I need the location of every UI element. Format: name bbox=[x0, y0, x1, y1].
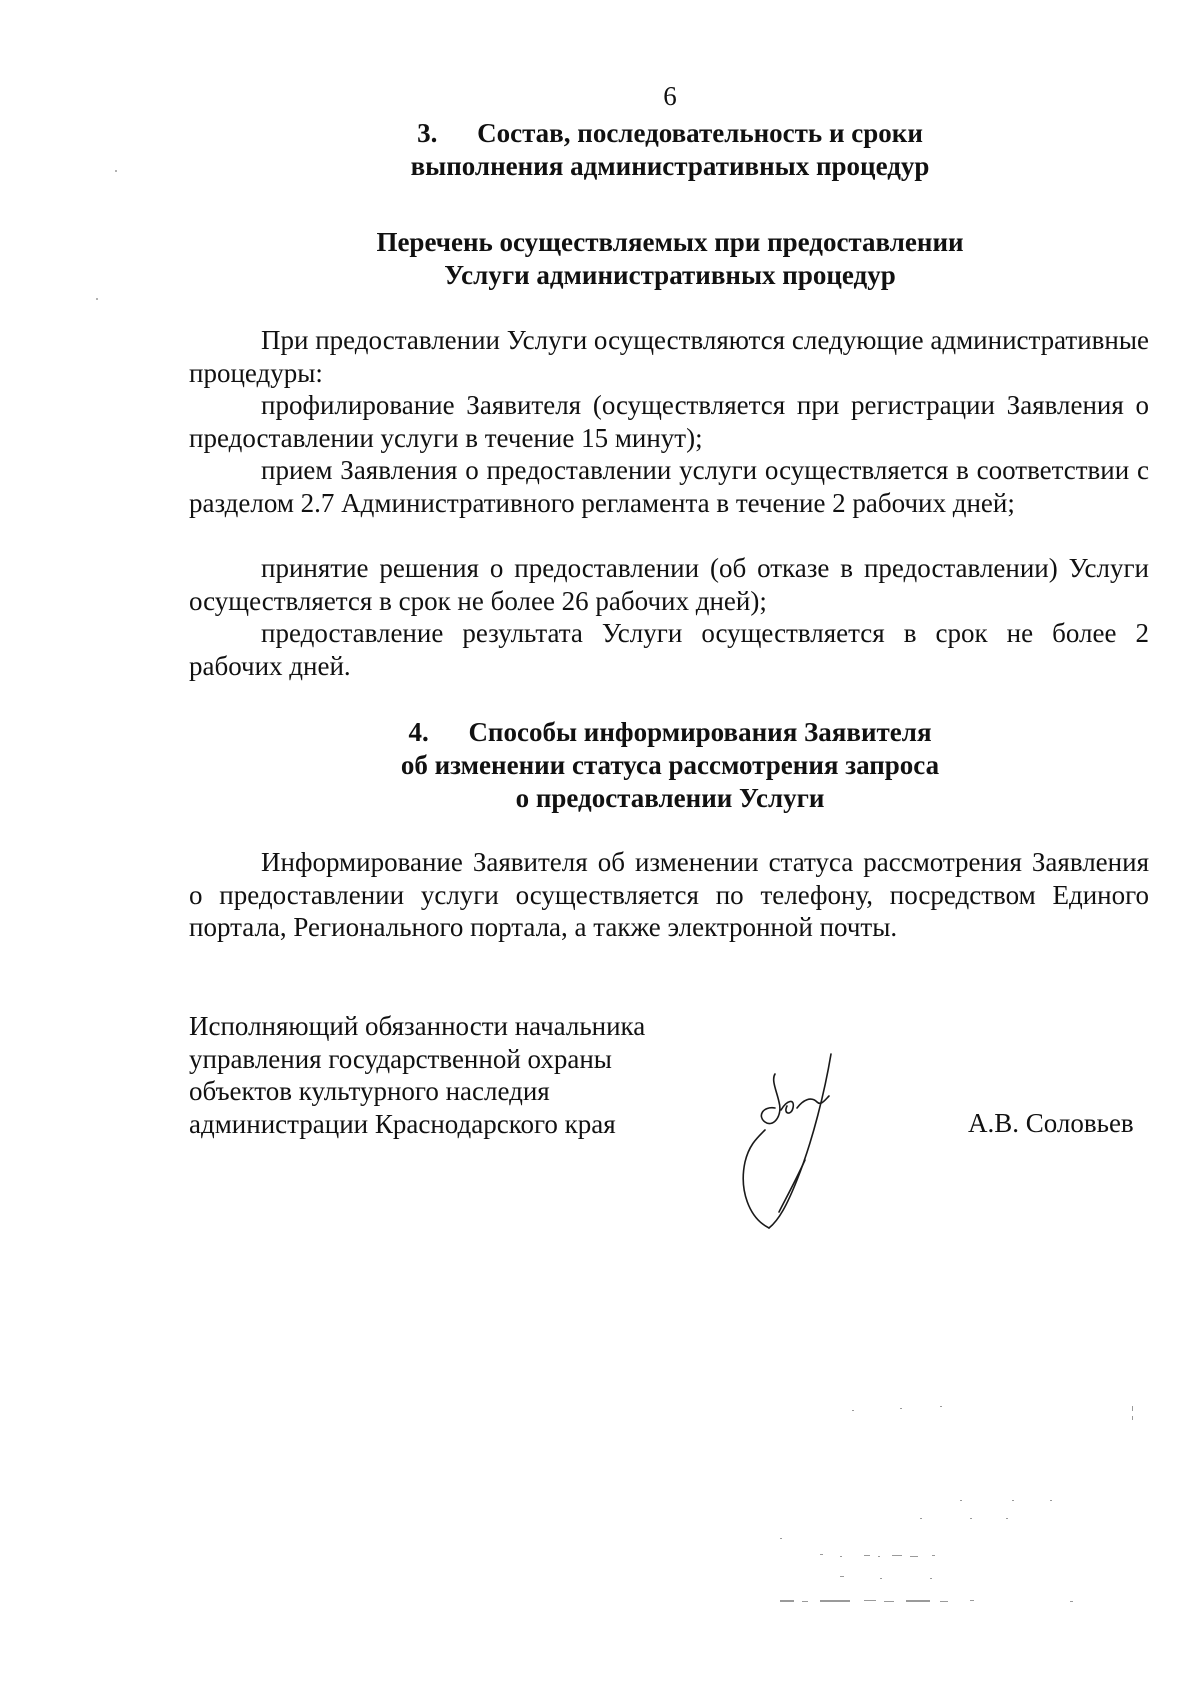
signatory-position bbox=[189, 1010, 709, 1140]
subsection-title-line-2: Услуги административных процедур bbox=[444, 260, 896, 290]
signer-name: А.В. Соловьев bbox=[968, 1108, 1134, 1138]
page-number: 6 bbox=[663, 81, 677, 111]
subsection-title-line-1: Перечень осуществляемых при предоставлении bbox=[376, 227, 964, 257]
scan-speck bbox=[115, 170, 117, 172]
handwritten-signature bbox=[735, 1050, 870, 1235]
signatory-position-line-1: Исполняющий обязанности начальника bbox=[189, 1011, 646, 1041]
scan-noise bbox=[780, 1400, 1140, 1630]
section-4-title-part-2: об изменении статуса рассмотрения запроса bbox=[400, 750, 940, 780]
signatory-position-line-3: объектов культурного наследия bbox=[189, 1076, 550, 1106]
procedure-result-paragraph: предоставление результата Услуги осуществляется в срок не более 2 рабочих дней. bbox=[189, 618, 1149, 681]
procedure-profiling-paragraph: профилирование Заявителя (осуществляется при регистрации Заявления о предоставлении услуги в течение 15 минут); bbox=[189, 390, 1149, 453]
scan-speck bbox=[96, 298, 98, 300]
section-4-title-part-3: о предоставлении Услуги bbox=[515, 783, 825, 813]
signatory-position-line-2: управления государственной охраны bbox=[189, 1043, 612, 1074]
informing-paragraph: Информирование Заявителя об изменении статуса рассмотрения Заявления о предоставлении услуги осуществляется по телефону, посредством Единого портала, Регионального портала, а также электронной почты. bbox=[189, 847, 1149, 943]
procedure-reception-paragraph: прием Заявления о предоставлении услуги осуществляется в соответствии с разделом 2.7 Административного регламента в течение 2 рабочих дней; bbox=[189, 455, 1149, 518]
section-4-number: 4. bbox=[408, 717, 429, 747]
section-3-number: 3. bbox=[417, 118, 438, 148]
section-3-heading-line-1 bbox=[0, 117, 1200, 150]
procedures-intro-paragraph: При предоставлении Услуги осуществляются следующие административные процедуры: bbox=[189, 325, 1149, 388]
section-3-heading bbox=[0, 117, 1200, 183]
subsection-heading bbox=[0, 226, 1200, 292]
section-4-heading bbox=[0, 716, 1200, 815]
section-4-heading-line-1 bbox=[0, 716, 1200, 749]
section-3-title-part-1: Состав, последовательность и сроки bbox=[477, 118, 923, 148]
signatory-position-line-4: администрации Краснодарского края bbox=[189, 1108, 616, 1139]
section-4-title-part-1: Способы информирования Заявителя bbox=[468, 717, 932, 747]
procedure-decision-paragraph: принятие решения о предоставлении (об отказе в предоставлении) Услуги осуществляется в срок не более 26 рабочих дней); bbox=[189, 553, 1149, 616]
section-3-title-part-2: выполнения административных процедур bbox=[410, 151, 930, 181]
